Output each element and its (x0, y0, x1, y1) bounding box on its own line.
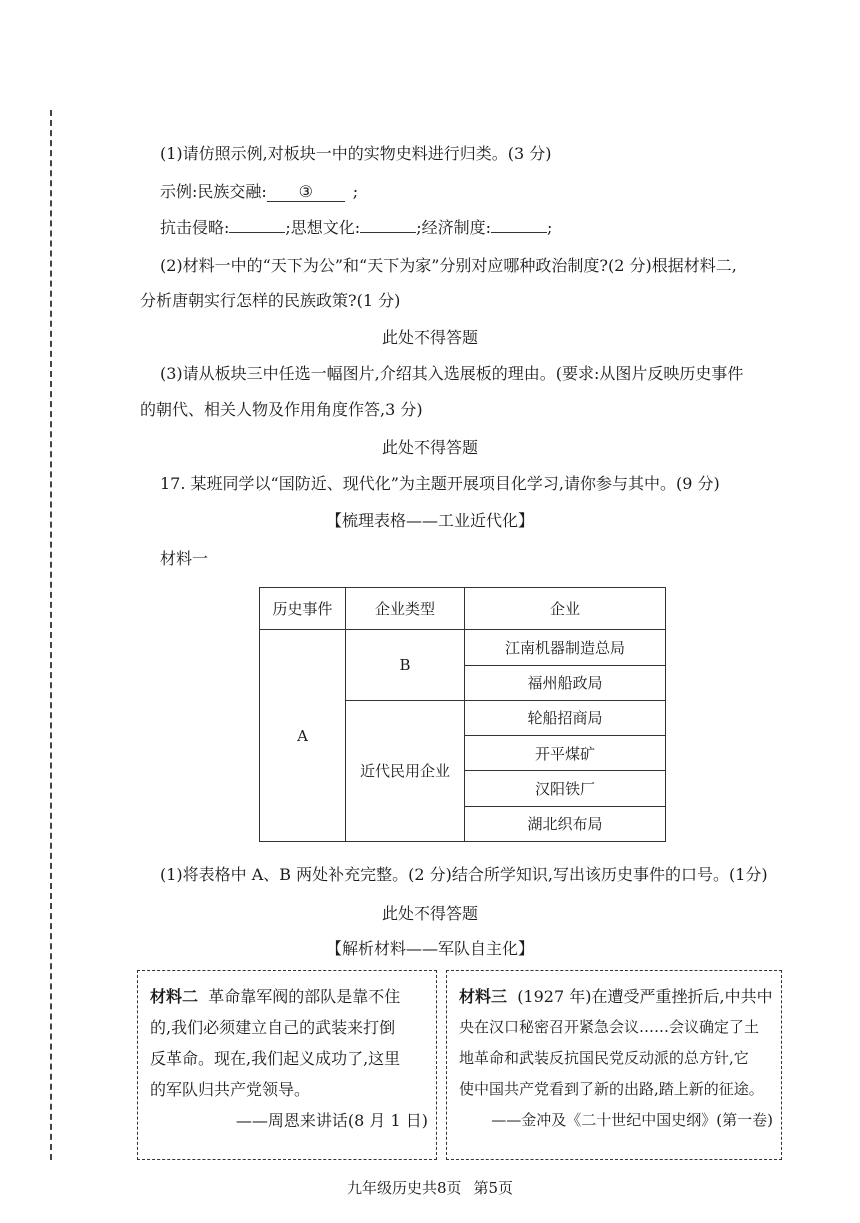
q16-part3-line1: (3)请从板块三中任选一幅图片,介绍其入选展板的理由。(要求:从图片反映历史事件 (160, 364, 744, 383)
cell-enterprise: 福州船政局 (465, 665, 666, 700)
material2-line-4: 的军队归共产党领导。 (150, 1080, 311, 1099)
blank-economic (491, 232, 547, 233)
material3-line-1: 材料三 (1927 年)在遭受严重挫折后,中共中 (459, 987, 773, 1006)
no-answer-zone-1: 此处不得答题 (381, 328, 478, 347)
q16-example (160, 179, 358, 202)
enterprise-table (259, 587, 666, 842)
material3-box (446, 970, 782, 1160)
material2-label: 材料二 (150, 987, 199, 1006)
section2-title: 【解析材料——军队自主化】 (325, 939, 534, 958)
material2-line-3: 反革命。现在,我们起义成功了,这里 (150, 1049, 401, 1068)
blank-culture (360, 232, 416, 233)
material3-line-4: 使中国共产党看到了新的出路,踏上新的征途。 (459, 1080, 764, 1098)
label-economic: ;经济制度: (416, 218, 491, 237)
q17-stem: 17. 某班同学以“国防近、现代化”为主题开展项目化学习,请你参与其中。(9 分) (160, 474, 720, 493)
label-culture: ;思想文化: (285, 218, 361, 237)
cell-type-civil: 近代民用企业 (346, 700, 465, 841)
footer-total-pages: 九年级历史共8页 (346, 1179, 462, 1197)
material1-label: 材料一 (160, 549, 209, 568)
footer-page-number: 第5页 (473, 1179, 514, 1197)
blank-resist-invasion (229, 232, 285, 233)
material3-line-3: 地革命和武装反抗国民党反动派的总方针,它 (459, 1049, 749, 1067)
q16-blank-line (160, 215, 552, 238)
q17-part1: (1)将表格中 A、B 两处补充完整。(2 分)结合所学知识,写出该历史事件的口号。(1分) (160, 865, 768, 884)
cell-enterprise: 汉阳铁厂 (465, 771, 666, 806)
example-answer: ③ (267, 182, 345, 202)
binding-dashed-line (50, 110, 52, 1160)
material2-line-1: 材料二 革命靠军阀的部队是靠不住 (150, 987, 401, 1006)
cell-enterprise: 轮船招商局 (465, 700, 666, 735)
no-answer-zone-3: 此处不得答题 (381, 904, 478, 923)
cell-enterprise: 开平煤矿 (465, 736, 666, 771)
q16-part3-line2: 的朝代、相关人物及作用角度作答,3 分) (140, 400, 423, 419)
material2-line-2: 的,我们必须建立自己的武装来打倒 (150, 1018, 396, 1037)
no-answer-zone-2: 此处不得答题 (381, 438, 478, 457)
material3-source: ——金冲及《二十世纪中国史纲》(第一卷) (491, 1111, 773, 1129)
material3-line-2: 央在汉口秘密召开紧急会议……会议确定了土 (459, 1018, 760, 1036)
line-end: ; (547, 218, 553, 237)
cell-event-a: A (260, 630, 346, 842)
q16-part2-line2: 分析唐朝实行怎样的民族政策?(1 分) (140, 291, 401, 310)
header-event: 历史事件 (260, 588, 346, 630)
material2-source: ——周恩来讲话(8 月 1 日) (235, 1111, 428, 1130)
q16-part1: (1)请仿照示例,对板块一中的实物史料进行归类。(3 分) (160, 144, 552, 163)
label-resist-invasion: 抗击侵略: (160, 218, 230, 237)
cell-enterprise: 江南机器制造总局 (465, 630, 666, 665)
page-footer (0, 1177, 860, 1198)
q16-part2-line1: (2)材料一中的“天下为公”和“天下为家”分别对应哪种政治制度?(2 分)根据材料二, (160, 256, 737, 275)
header-enterprise: 企业 (465, 588, 666, 630)
section1-title: 【梳理表格——工业近代化】 (325, 511, 534, 530)
material3-label: 材料三 (459, 987, 508, 1006)
material2-box (137, 970, 437, 1160)
example-suffix: ; (352, 182, 359, 201)
cell-enterprise: 湖北织布局 (465, 806, 666, 841)
header-type: 企业类型 (346, 588, 465, 630)
cell-type-b: B (346, 630, 465, 701)
example-prefix: 示例:民族交融: (160, 182, 267, 201)
